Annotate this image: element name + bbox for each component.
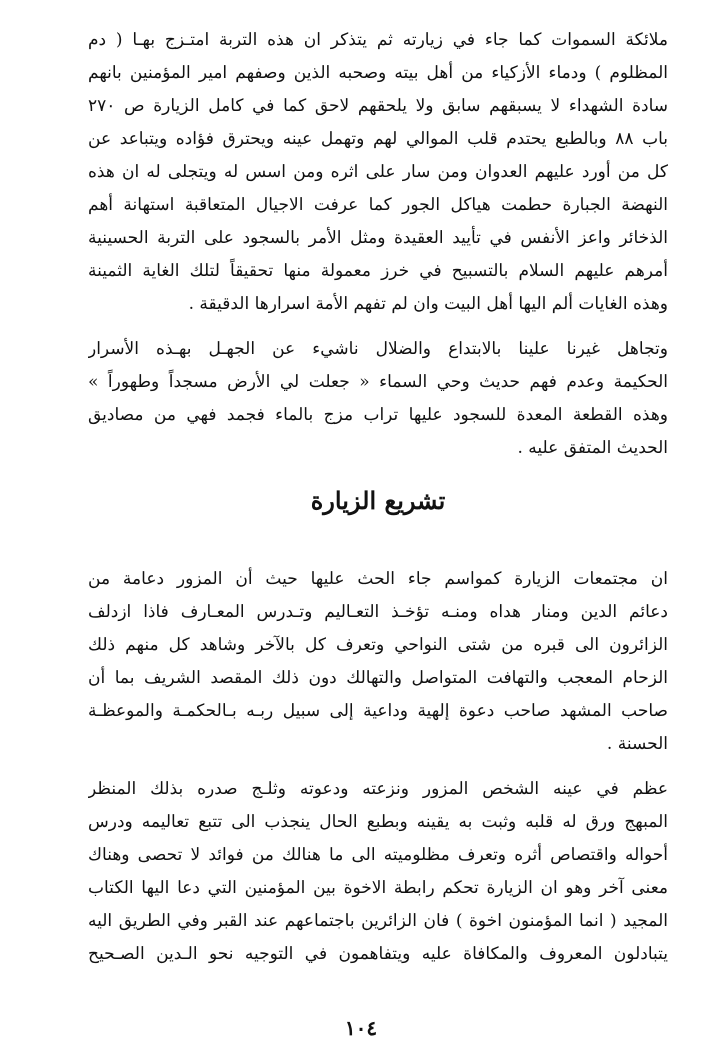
text-line: باب ٨٨ وبالطبع يحتدم قلب الموالي لهم وتهمل عينه ويحترق فؤاده ويتباعد عن — [88, 129, 668, 149]
text-line: النهضة الجبارة حطمت هياكل الجور كما عرفت الاجيال المتعاقبة استهانة أهم — [88, 195, 668, 215]
text-line: الذخائر واعز الأنفس في تأييد العقيدة ومثل الأمر بالسجود على التربة الحسينية — [88, 228, 668, 248]
text-line: المبهج ورق له قلبه وثبت به يقينه وبطبع الحال ينجذب الى تتبع تعاليمه ودرس — [88, 812, 668, 832]
section-heading: تشريع الزيارة — [310, 486, 446, 515]
text-line: وتجاهل غيرنا علينا بالابتداع والضلال ناشيء عن الجهـل بهـذه الأسرار — [88, 339, 668, 359]
page-number: ١٠٤ — [344, 1016, 378, 1040]
text-line: الحسنة . — [606, 734, 668, 754]
text-line: سادة الشهداء لا يسبقهم سابق ولا يلحقهم لاحق كما في كامل الزيارة ص ٢٧٠ — [88, 96, 668, 116]
text-line: وهذه الغايات ألم اليها أهل البيت وان لم تفهم الأمة اسرارها الدقيقة . — [188, 294, 668, 314]
text-line: صاحب المشهد صاحب دعوة إلهية وداعية إلى سبيل ربـه بـالحكمـة والموعظـة — [88, 701, 668, 721]
text-line: ان مجتمعات الزيارة كمواسم جاء الحث عليها حيث أن المزور دعامة من — [88, 569, 668, 589]
text-line: أحواله واقتصاص أثره وتعرف مظلوميته الى ما هنالك من فوائد لا تحصى وهناك — [88, 845, 668, 865]
text-line: الحكيمة وعدم فهم حديث وحي السماء « جعلت لي الأرض مسجداً وطهوراً » — [88, 372, 668, 392]
text-line: الزائرون الى قبره من شتى النواحي وتعرف كل بالآخر وشاهد كل منهم ذلك — [88, 635, 668, 655]
paragraph-2 — [88, 333, 668, 465]
text-line: كل من أورد عليهم العدوان ومن سار على اثره ومن اسس له ويتجلى له ان هذه — [88, 162, 668, 182]
text-line: عظم في عينه الشخص المزور ونزعته ودعوته وثلـج صدره بذلك المنظر — [88, 779, 668, 799]
text-line: الحديث المتفق عليه . — [517, 438, 668, 458]
paragraph-4 — [88, 773, 668, 971]
text-line: ملائكة السموات كما جاء في زيارته ثم يتذكر ان هذه التربة امتـزج بهـا ( دم — [88, 30, 668, 50]
text-line: يتبادلون المعروف والمكافاة عليه ويتفاهمون في التوجيه نحو الـدين الصـحيح — [88, 944, 668, 964]
text-line: المظلوم ) ودماء الأزكياء من أهل بيته وصحبه الذين وصفهم امير المؤمنين بانهم — [88, 63, 668, 83]
page-body — [88, 24, 668, 971]
text-line: المجيد ( انما المؤمنون اخوة ) فان الزائرين باجتماعهم عند القبر وفي الطريق اليه — [88, 911, 668, 931]
text-line: دعائم الدين ومنار هداه ومنـه تؤخـذ التعـاليم وتـدرس المعـارف فاذا ازدلف — [88, 602, 668, 622]
paragraph-1 — [88, 24, 668, 321]
text-line: معنى آخر وهو ان الزيارة تحكم رابطة الاخوة بين المؤمنين التي دعا اليها الكتاب — [88, 878, 668, 898]
paragraph-3 — [88, 563, 668, 761]
text-line: وهذه القطعة المعدة للسجود عليها تراب مزج بالماء فجمد فهي من مصاديق — [88, 405, 668, 425]
text-line: أمرهم عليهم السلام بالتسبيح في خرز معمولة منها تحقيقاً لتلك الغاية الثمينة — [88, 261, 668, 281]
text-line: الزحام المعجب والتهافت المتواصل والتهالك دون ذلك المقصد الشريف بما أن — [88, 668, 668, 688]
